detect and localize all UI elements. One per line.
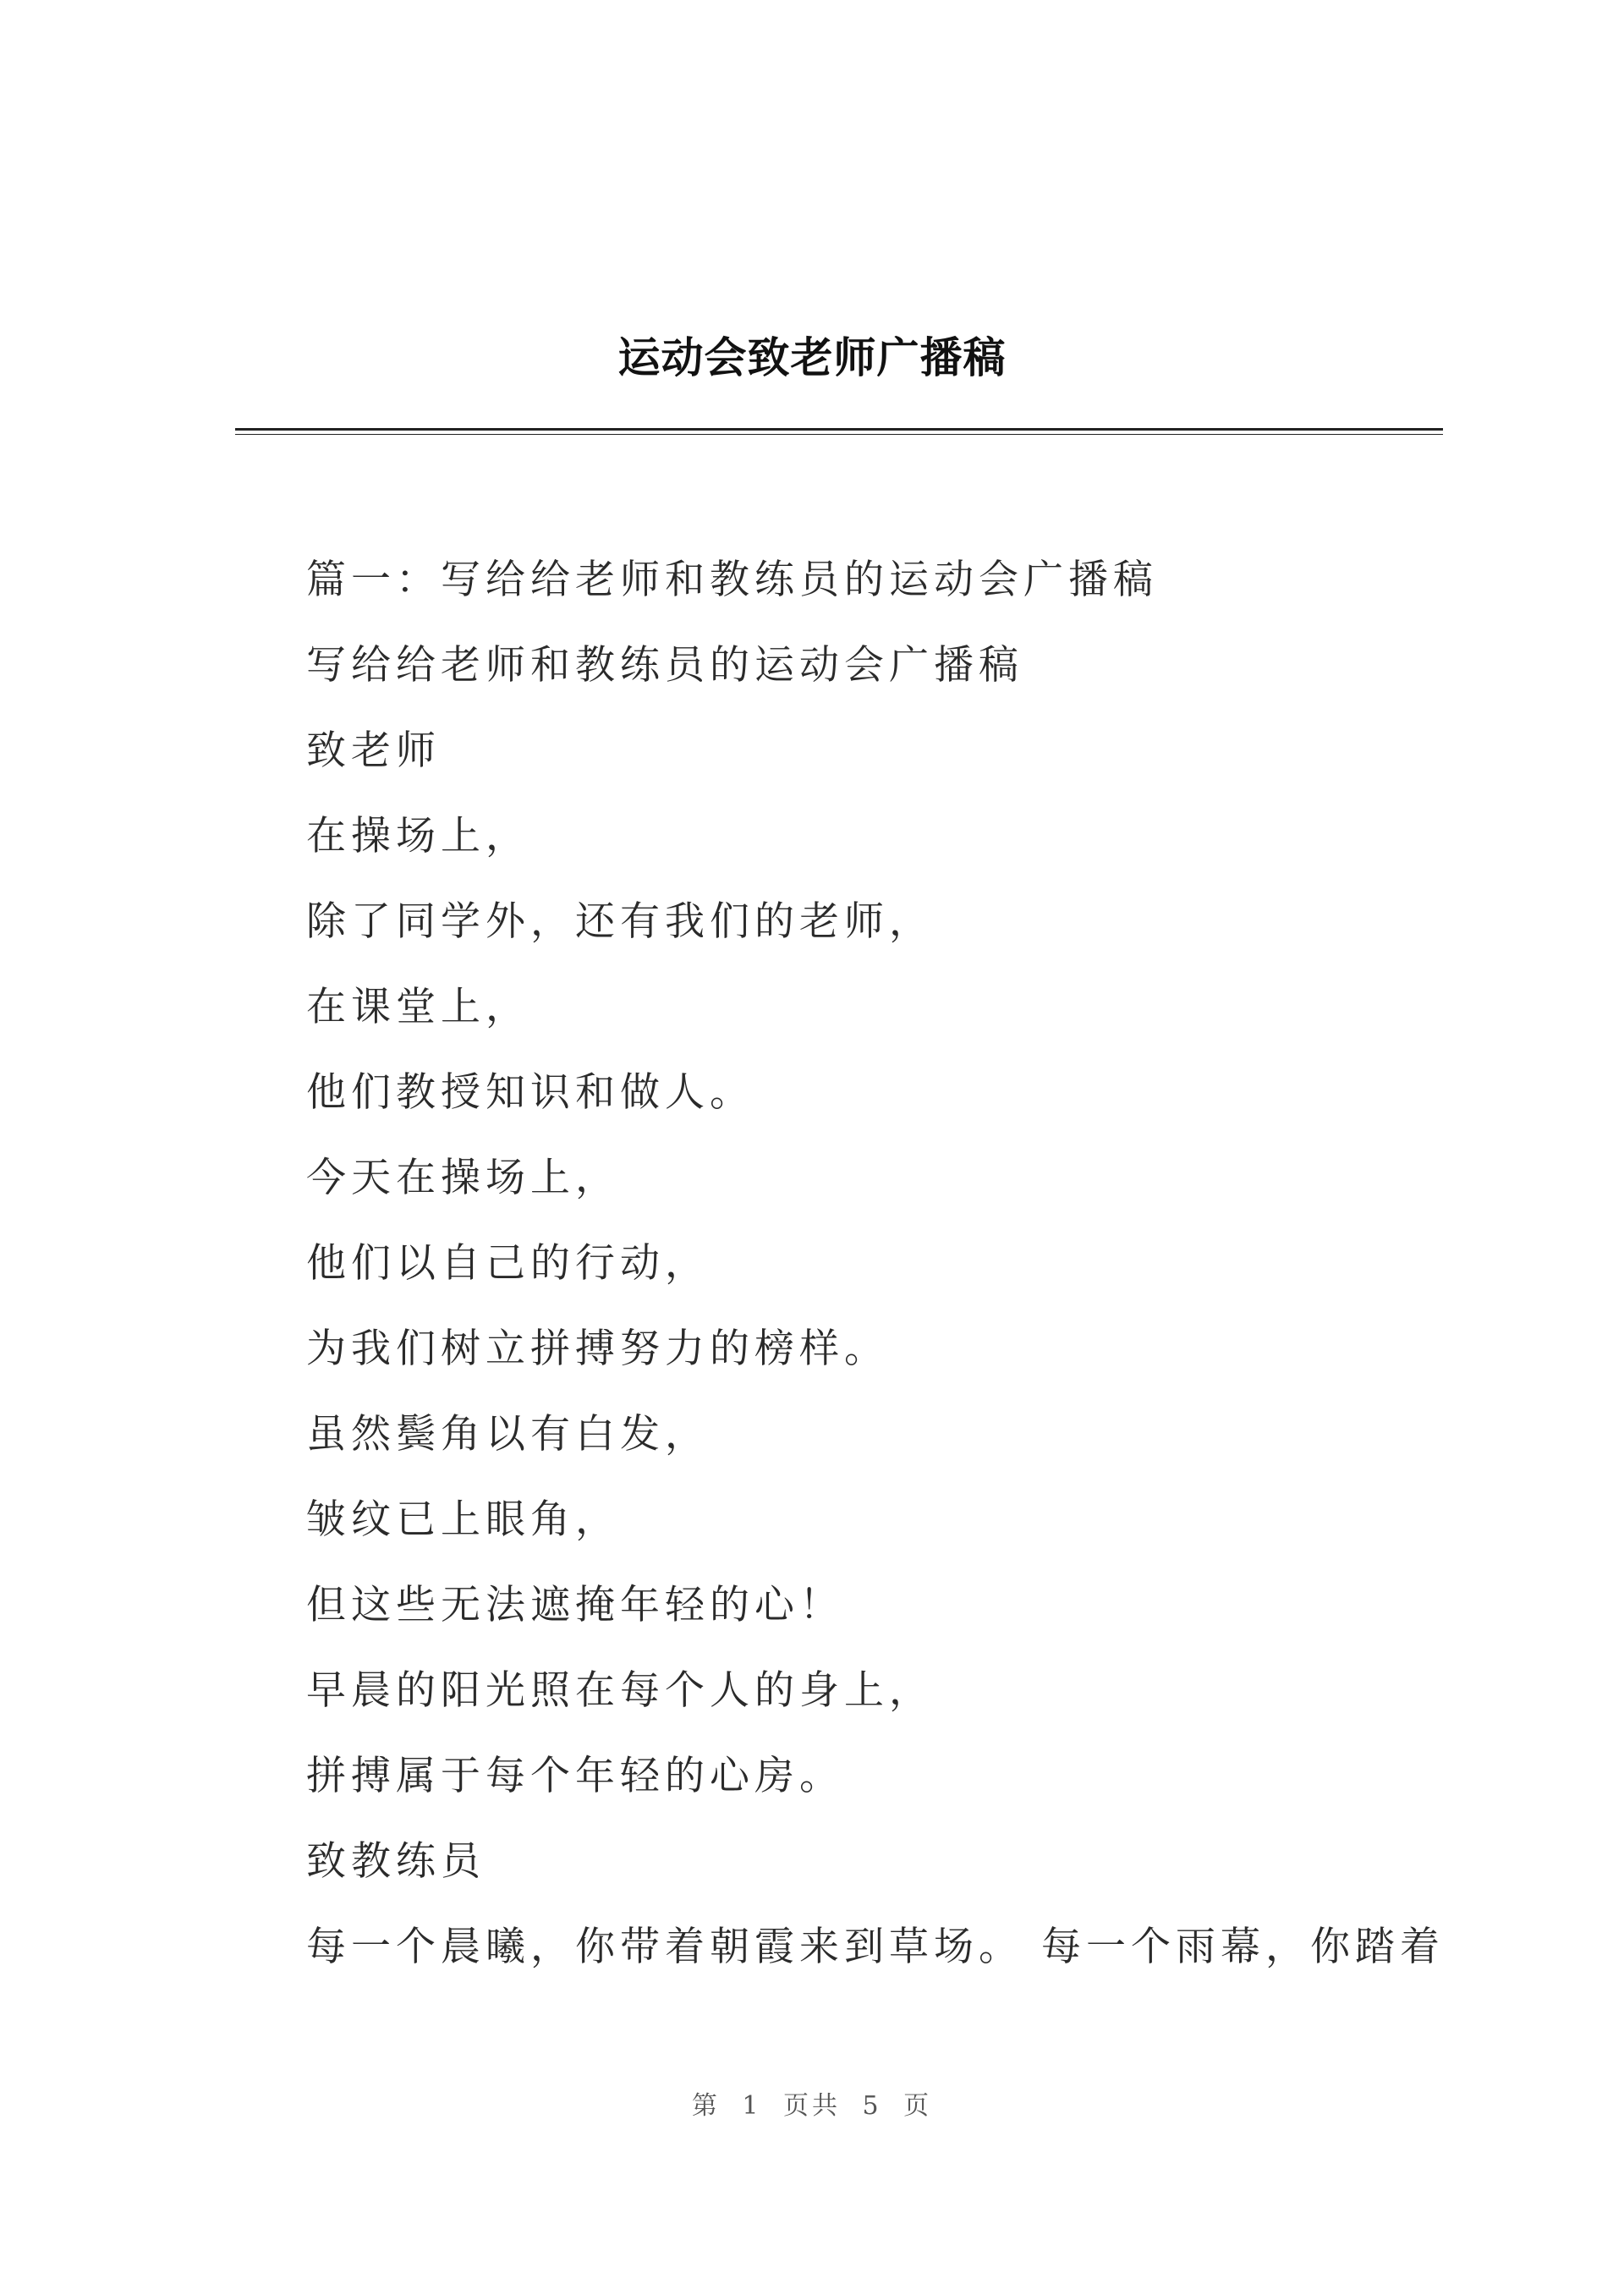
body-line: 写给给老师和教练员的运动会广播稿: [306, 642, 1023, 689]
page-number-footer: 第 1 页共 5 页: [691, 2091, 933, 2121]
body-line: 在操场上，: [306, 813, 530, 859]
body-line: 除了同学外，还有我们的老师，: [306, 898, 934, 945]
body-line: 篇一：写给给老师和教练员的运动会广播稿: [306, 557, 1158, 603]
body-line: 致教练员: [306, 1838, 486, 1885]
body-line: 在课堂上，: [306, 984, 530, 1030]
body-line: 为我们树立拼搏努力的榜样。: [306, 1326, 889, 1372]
body-line: 他们以自己的行动，: [306, 1240, 710, 1287]
body-line: 他们教授知识和做人。: [306, 1069, 754, 1116]
body-line: 但这些无法遮掩年轻的心！: [306, 1582, 844, 1628]
body-line: 今天在操场上，: [306, 1155, 620, 1201]
body-line: 早晨的阳光照在每个人的身上，: [306, 1667, 934, 1714]
body-line: 虽然鬓角以有白发，: [306, 1411, 710, 1458]
body-line: 每一个晨曦，你带着朝霞来到草场。 每一个雨幕，你踏着: [306, 1924, 1445, 1970]
document-body: [306, 552, 1445, 2004]
body-line: 拼搏属于每个年轻的心房。: [306, 1753, 844, 1799]
body-line: 皱纹已上眼角，: [306, 1496, 620, 1543]
document-title: 运动会致老师广播稿: [617, 333, 1007, 382]
title-divider: [235, 428, 1443, 435]
body-line: 致老师: [306, 727, 441, 774]
